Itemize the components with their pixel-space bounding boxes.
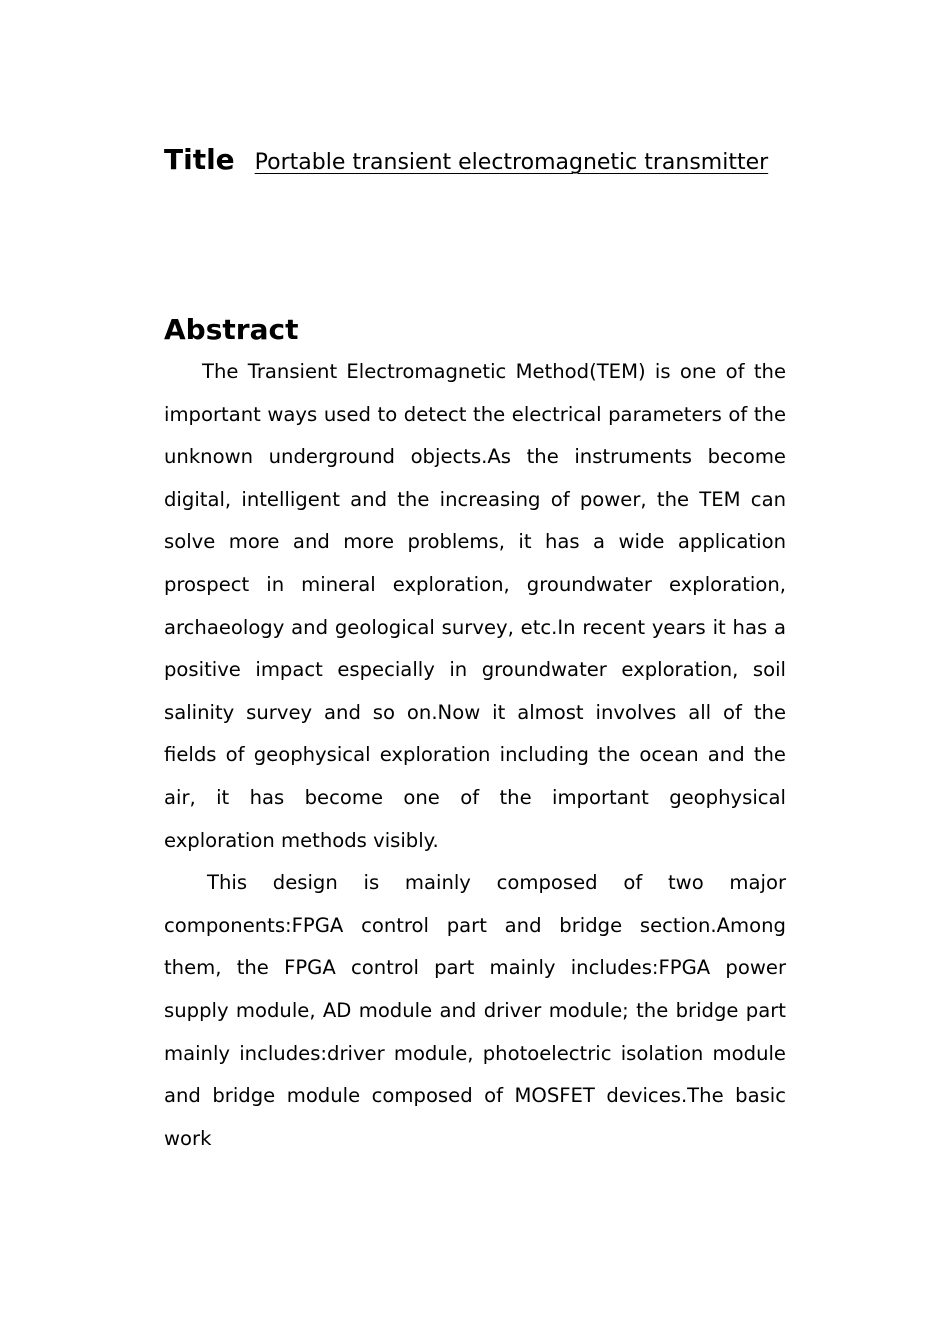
title-block (164, 132, 786, 191)
abstract-paragraph: The Transient Electromagnetic Method(TEM) is one of the important ways used to detect the electrical parameters of the unknown underground objects.As the instruments become digital, intelligent and the increasing of power, the TEM can solve more and more problems, it has a wide application prospect in mineral exploration, groundwater exploration, archaeology and geological survey, etc.In recent years it has a positive impact especially in groundwater exploration, soil salinity survey and so on.Now it almost involves all of the fields of geophysical exploration including the ocean and the air, it has become one of the important geophysical exploration methods visibly. (164, 360, 786, 852)
title-label: Title (164, 143, 235, 176)
abstract-heading: Abstract (164, 313, 299, 346)
abstract-paragraph: This design is mainly composed of two major components:FPGA control part and bridge section.Among them, the FPGA control part mainly includes:FPGA power supply module, AD module and driver module; the bridge part mainly includes:driver module, photoelectric isolation module and bridge module composed of MOSFET devices.The basic work (164, 871, 786, 1150)
document-title: Portable transient electromagnetic transmitter (254, 150, 769, 175)
abstract-body (164, 351, 786, 1160)
